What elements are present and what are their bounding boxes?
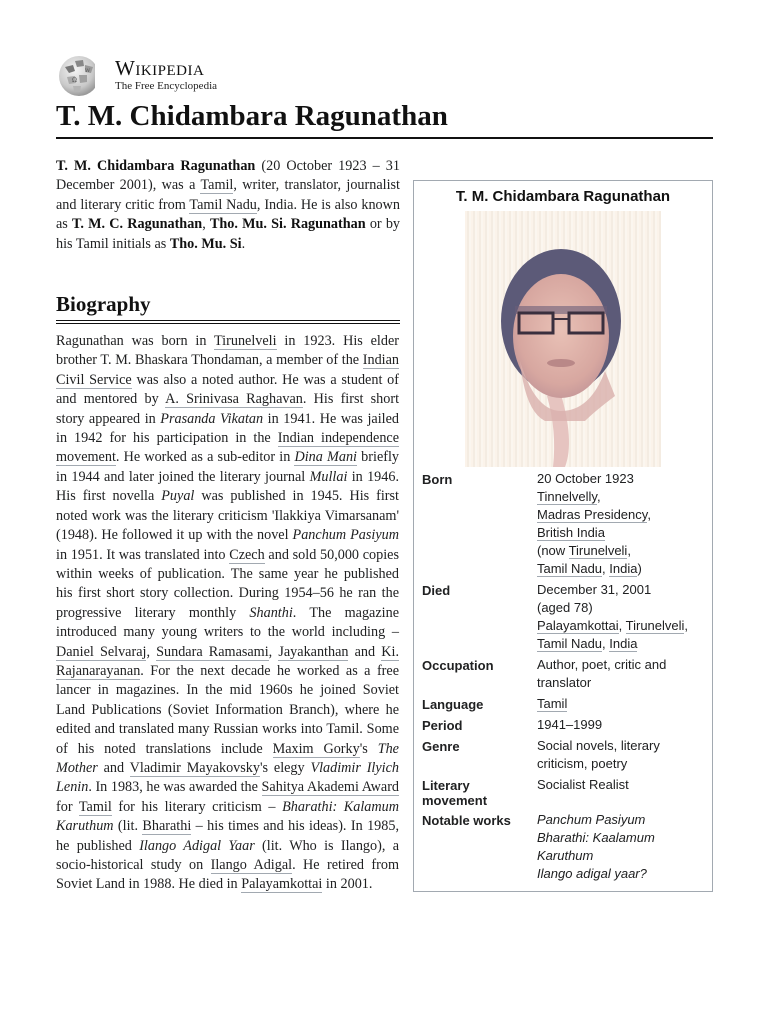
infobox-row-notable-works (422, 811, 704, 883)
text: in 1923. His elder brother T. M. Bhaskara Thondaman, a member of the (56, 333, 399, 369)
link-british-india[interactable]: British India (537, 525, 605, 541)
link-indian-civil-service[interactable]: Indian Civil Service (56, 352, 399, 388)
text: 's elegy (260, 759, 311, 776)
italic-title: Ilango Adigal Yaar (139, 837, 255, 854)
italic-title: Vladimir Ilyich Lenin (56, 759, 399, 796)
label-died: Died (422, 583, 451, 599)
link-palayamkottai[interactable]: Palayamkottai (241, 876, 323, 893)
text: – his times and his ideas). In 1985, he published (56, 818, 399, 854)
notable-work: Panchum Pasiyum (537, 812, 646, 828)
link-vladimir-mayakovsky[interactable]: Vladimir Mayakovsky (129, 759, 260, 776)
link-czech[interactable]: Czech (229, 546, 265, 563)
link-tamil-nadu[interactable]: Tamil Nadu (537, 561, 603, 577)
svg-text:Ω: Ω (72, 77, 77, 84)
text: in 1951. It was translated into (56, 546, 230, 563)
text: . (241, 235, 246, 252)
link-tamil[interactable]: Tamil (537, 696, 568, 712)
link-tamil-nadu[interactable]: Tamil Nadu (189, 196, 257, 213)
text: (20 October 1923 – 31 December 2001), was a (56, 158, 400, 194)
text: briefly in 1944 and later joined the literary journal (56, 449, 399, 485)
text: for his literary criticism – (111, 798, 283, 815)
link-a-srinivasa-raghavan[interactable]: A. Srinivasa Raghavan (165, 391, 303, 408)
text: , (202, 216, 210, 233)
label-born: Born (422, 472, 453, 488)
text: and (348, 643, 382, 660)
text: (lit. Who is Ilango), a socio-historical study on (56, 837, 399, 873)
notable-work: Ilango adigal yaar? (537, 866, 647, 882)
link-tirunelveli[interactable]: Tirunelveli (568, 543, 628, 559)
text: , India. He is also known as (56, 196, 400, 233)
death-date: December 31, 2001 (537, 582, 652, 598)
comma: , (647, 507, 651, 523)
text: , (268, 643, 279, 660)
link-palayamkottai[interactable]: Palayamkottai (537, 618, 619, 634)
value-period: 1941–1999 (537, 717, 603, 733)
label-notable-works: Notable works (422, 813, 511, 829)
text: for (56, 798, 79, 815)
link-madras-presidency[interactable]: Madras Presidency (537, 507, 648, 523)
text: , (146, 643, 157, 660)
value-genre: Social novels, literary criticism, poetry (537, 738, 660, 772)
wikipedia-logo[interactable] (55, 53, 217, 97)
infobox-row-language (422, 695, 704, 713)
value-occupation: Author, poet, critic and translator (537, 657, 667, 691)
link-sahitya-akademi-award[interactable]: Sahitya Akademi Award (261, 779, 400, 796)
link-tamil[interactable]: Tamil (200, 177, 234, 194)
text: in 1941. He was jailed in 1942 for his participation in the (56, 410, 399, 447)
label-literary-movement: Literary movement (422, 778, 488, 809)
value-literary-movement: Socialist Realist (537, 777, 629, 793)
comma: , (602, 561, 610, 577)
text: in 2001. (322, 876, 373, 893)
section-heading-biography: Biography (56, 290, 400, 324)
label-language: Language (422, 697, 484, 713)
link-ilango-adigal[interactable]: Ilango Adigal (210, 857, 293, 873)
link-tirunelveli[interactable]: Tirunelveli (214, 333, 277, 350)
text: and (97, 759, 130, 776)
italic-title: Puyal (161, 488, 195, 505)
svg-text:W: W (85, 68, 91, 74)
portrait-photo[interactable] (465, 211, 661, 467)
italic-title: Mullai (309, 468, 348, 485)
italic-title: Panchum Pasiyum (292, 527, 399, 544)
link-daniel-selvaraj[interactable]: Daniel Selvaraj (56, 643, 147, 660)
text: . He retired from Soviet Land in 1988. He died in (56, 857, 399, 893)
text: 's (359, 740, 378, 757)
infobox-row-period (422, 716, 704, 734)
text: was also a noted author. He was a student of and mentored by (56, 371, 399, 408)
link-sundara-ramasami[interactable]: Sundara Ramasami (156, 643, 269, 660)
link-tamil[interactable]: Tamil (78, 798, 112, 815)
link-tirunelveli[interactable]: Tirunelveli (625, 618, 685, 634)
link-tamil-nadu[interactable]: Tamil Nadu (537, 636, 603, 652)
link-dina-mani[interactable] (294, 449, 357, 466)
text: . His first short story appeared in (56, 391, 400, 427)
infobox-row-movement (422, 776, 704, 808)
italic-title: Shanthi (249, 604, 293, 621)
text: was published in 1945. His first noted work was the literary criticism 'Ilakkiya Vimarsanam' (1948). He followed it up with the novel (56, 488, 399, 544)
link-india[interactable]: India (609, 636, 638, 652)
text: (lit. (113, 818, 143, 835)
notable-work: Bharathi: Kaalamum Karuthum (537, 830, 655, 864)
infobox-row-genre (422, 737, 704, 773)
alias: Tho. Mu. Si (169, 235, 242, 252)
page-title: T. M. Chidambara Ragunathan (56, 97, 713, 139)
value-born (537, 470, 704, 578)
infobox (413, 180, 713, 892)
text: Ragunathan was born in (56, 333, 215, 350)
label-occupation: Occupation (422, 658, 494, 674)
wikipedia-wordmark: Wikipedia (115, 55, 205, 80)
text: . The magazine introduced many young writers to the world including – (56, 604, 399, 641)
infobox-row-died (422, 581, 704, 653)
text: . In 1983, he was awarded the (88, 779, 262, 796)
infobox-row-occupation (422, 656, 704, 692)
text: in 1946. His first novella (56, 468, 399, 505)
italic-title: Dina Mani (294, 449, 357, 466)
label-period: Period (422, 718, 463, 734)
value-notable-works (537, 811, 704, 883)
link-jayakanthan[interactable]: Jayakanthan (278, 643, 349, 660)
italic-title: The Mother (56, 740, 399, 776)
link-bharathi[interactable]: Bharathi (142, 818, 192, 835)
lead-paragraph (56, 157, 400, 254)
alias: T. M. C. Ragunathan (72, 216, 203, 233)
wikipedia-globe-icon (55, 53, 105, 97)
italic-title: Bharathi: Kalamum Karuthum (56, 798, 399, 835)
link-maxim-gorky[interactable]: Maxim Gorky (272, 740, 360, 757)
age-at-death: (aged 78) (537, 600, 593, 616)
comma: , (602, 636, 610, 652)
text: or by his Tamil initials as (56, 216, 401, 252)
infobox-row-born (422, 470, 704, 578)
birth-date: 20 October 1923 (537, 471, 634, 487)
link-india[interactable]: India (609, 561, 638, 577)
value-died (537, 581, 704, 653)
infobox-title: T. M. Chidambara Ragunathan (455, 188, 671, 206)
comma: , (596, 489, 601, 505)
link-indian-independence-movement[interactable]: Indian independence movement (56, 430, 400, 466)
wikipedia-tagline: The Free Encyclopedia (115, 79, 218, 92)
alias: Tho. Mu. Si. Ragunathan (209, 216, 366, 233)
italic-title: Prasanda Vikatan (160, 410, 264, 427)
text: . For the next decade he worked as a free lancer in magazines. In the mid 1960s he joined Soviet Land Publications (Soviet Information Branch), where he edited and translated many Russian works into Tamil. Some of his noted translations include (56, 662, 399, 757)
text: (now (537, 543, 569, 559)
text: ) (637, 561, 642, 577)
comma: , (684, 618, 689, 634)
link-ki-rajanarayanan[interactable]: Ki. Rajanarayanan (56, 643, 399, 679)
comma: , (618, 618, 626, 634)
link-tinnelvelly[interactable]: Tinnelvelly (537, 489, 597, 505)
text: , writer, translator, journalist and literary critic from (56, 177, 400, 213)
article-body (56, 157, 713, 895)
comma: , (627, 543, 631, 559)
text: and sold 50,000 copies within weeks of publication. The same year he published his first short story collection. During 1954–56 he ran the progressive literary monthly (56, 546, 399, 621)
text: . He worked as a sub-editor in (115, 449, 295, 466)
label-genre: Genre (422, 739, 460, 755)
subject-name: T. M. Chidambara Ragunathan (56, 158, 256, 174)
